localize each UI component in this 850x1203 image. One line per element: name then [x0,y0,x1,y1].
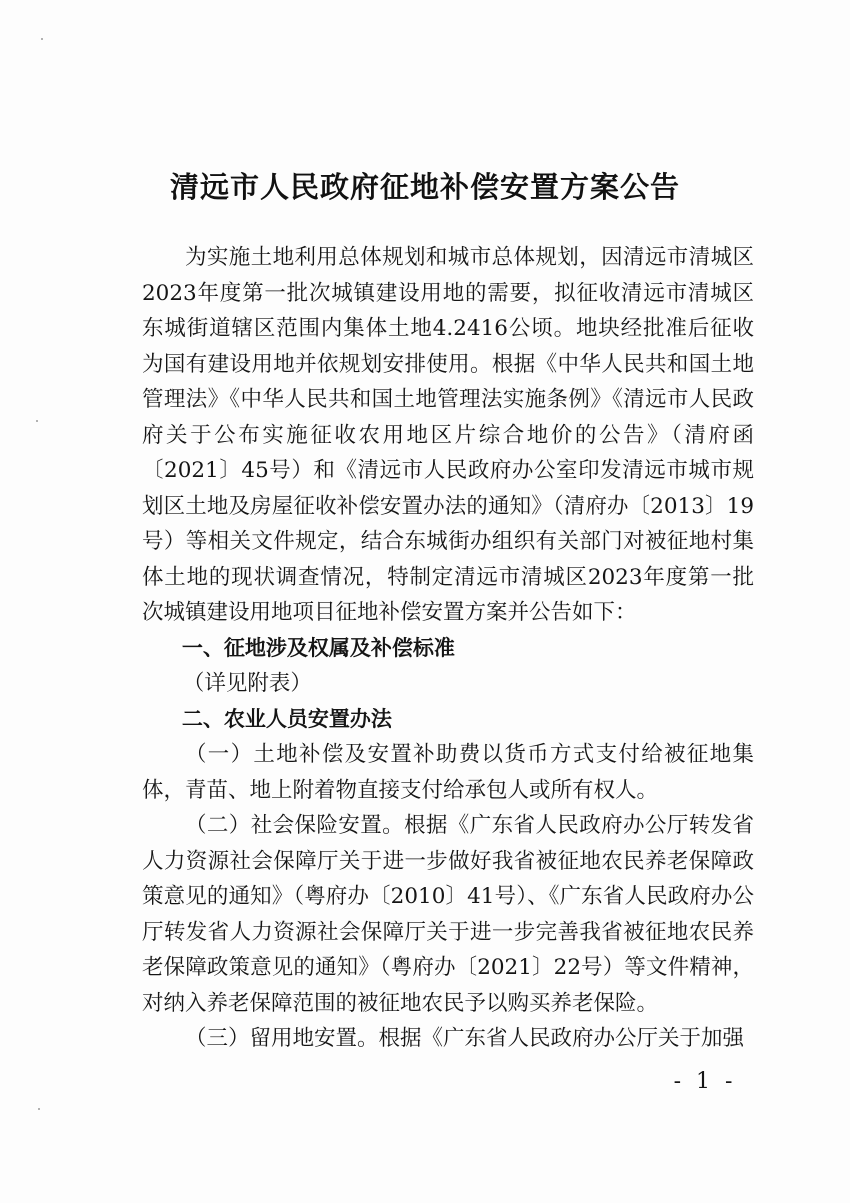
document-body [142,240,754,1057]
intro-paragraph: 为实施土地利用总体规划和城市总体规划，因清远市清城区2023年度第一批次城镇建设用地的需要，拟征收清远市清城区东城街道辖区范围内集体土地4.2416公顷。地块经批准后征收为国有建设用地并依规划安排使用。根据《中华人民共和国土地管理法》《中华人民共和国土地管理法实施条例》《清远市人民政府关于公布实施征收农用地区片综合地价的公告》（清府函〔2021〕45号）和《清远市人民政府办公室印发清远市城市规划区土地及房屋征收补偿安置办法的通知》（清府办〔2013〕19号）等相关文件规定，结合东城街办组织有关部门对被征地村集体土地的现状调查情况，特制定清远市清城区2023年度第一批次城镇建设用地项目征地补偿安置方案并公告如下： [142,245,754,625]
item2-paragraph: （二）社会保险安置。根据《广东省人民政府办公厅转发省人力资源社会保障厅关于进一步做好我省被征地农民养老保障政策意见的通知》（粤府办〔2010〕41号）、《广东省人民政府办公厅转发省人力资源社会保障厅关于进一步完善我省被征地农民养老保障政策意见的通知》（粤府办〔2021〕22号）等文件精神，对纳入养老保障范围的被征地农民予以购买养老保险。 [142,813,754,1016]
section2-heading: 二、农业人员安置办法 [181,706,392,731]
scan-speck [36,420,38,422]
item1-paragraph: （一）土地补偿及安置补助费以货币方式支付给被征地集体，青苗、地上附着物直接支付给承包人或所有权人。 [142,742,754,803]
section1-note: （详见附表） [182,671,312,696]
scan-speck [38,1108,40,1110]
document-title: 清远市人民政府征地补偿安置方案公告 [169,170,680,204]
section1-heading: 一、征地涉及权属及补偿标准 [181,635,455,660]
item3-paragraph: （三）留用地安置。根据《广东省人民政府办公厅关于加强 [185,1026,745,1051]
scan-speck [41,38,43,40]
page-number: - 1 - [673,1069,737,1094]
